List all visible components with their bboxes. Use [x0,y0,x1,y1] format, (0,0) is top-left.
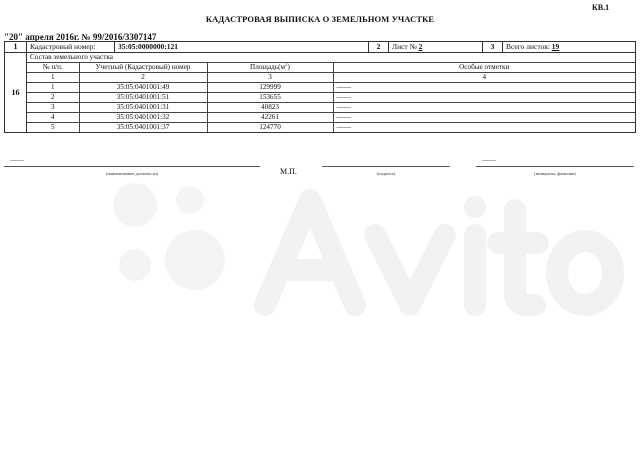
column-header-row [27,63,635,73]
col-index-2: 2 [79,73,207,83]
section-title-row [27,53,635,63]
total-cell-number: 3 [483,42,503,53]
row-notes: —— [333,123,635,133]
total-sheets-value: 19 [551,42,560,51]
section-row-number: 16 [5,53,27,133]
position-dash: —— [10,156,24,164]
col-header-number: № п/п. [27,63,79,73]
col-header-cadastral: Учетный (Кадастровый) номер [79,63,207,73]
row-number: 1 [27,83,79,93]
row-notes: —— [333,93,635,103]
parcel-composition-table [27,53,635,132]
statement-date-number: "20" апреля 2016г. № 99/2016/3307147 [4,32,157,42]
form-code: КВ.1 [592,3,610,12]
total-sheets-label: Всего листов: [506,42,550,51]
row-area: 124770 [207,123,333,133]
signature-caption: (подпись) [376,171,396,176]
sheet-value: 2 [418,42,423,51]
row-number: 3 [27,103,79,113]
header-row [5,42,636,53]
name-dash: —— [482,156,496,164]
row-area: 42261 [207,113,333,123]
header-row-number: 1 [5,42,27,53]
statement-table [4,41,636,133]
column-index-row [27,73,635,83]
table-row [27,123,635,133]
col-header-notes: Особые отметки [333,63,635,73]
table-row [27,83,635,93]
sheet-cell-number: 2 [369,42,389,53]
row-number: 4 [27,113,79,123]
sheet-field [389,42,483,53]
document-title: КАДАСТРОВАЯ ВЫПИСКА О ЗЕМЕЛЬНОМ УЧАСТКЕ [205,14,435,24]
row-notes: —— [333,113,635,123]
signature-line [322,166,450,167]
name-line [476,166,634,167]
total-sheets-field [503,42,636,53]
cadastral-number-value: 35:05:0000000:121 [115,42,369,53]
row-area: 129999 [207,83,333,93]
row-cadastral-number: 35:05:0401001:51 [79,93,207,103]
col-index-3: 3 [207,73,333,83]
row-number: 5 [27,123,79,133]
row-notes: —— [333,83,635,93]
col-index-4: 4 [333,73,635,83]
position-line [4,166,260,167]
section-title: Состав земельного участка [27,53,635,63]
col-index-1: 1 [27,73,79,83]
table-row [27,103,635,113]
section-content [27,53,636,133]
row-notes: —— [333,103,635,113]
row-cadastral-number: 35:05:0401001:37 [79,123,207,133]
table-row [27,113,635,123]
position-caption: (наименование должности) [105,171,159,176]
row-area: 153655 [207,93,333,103]
row-area: 40823 [207,103,333,113]
row-cadastral-number: 35:05:0401001:31 [79,103,207,113]
col-header-area: $Площадь(м^2)$ [207,63,333,73]
table-row [27,93,635,103]
stamp-placeholder: М.П. [280,167,297,176]
cadastral-number-label: Кадастровый номер: [27,42,115,53]
row-cadastral-number: 35:05:0401001:32 [79,113,207,123]
row-cadastral-number: 35:05:0401001:49 [79,83,207,93]
watermark-logo-icon [90,165,630,325]
sheet-label: Лист № [392,42,417,51]
section-row [5,53,636,133]
row-number: 2 [27,93,79,103]
name-caption: (инициалы, фамилия) [534,171,576,176]
